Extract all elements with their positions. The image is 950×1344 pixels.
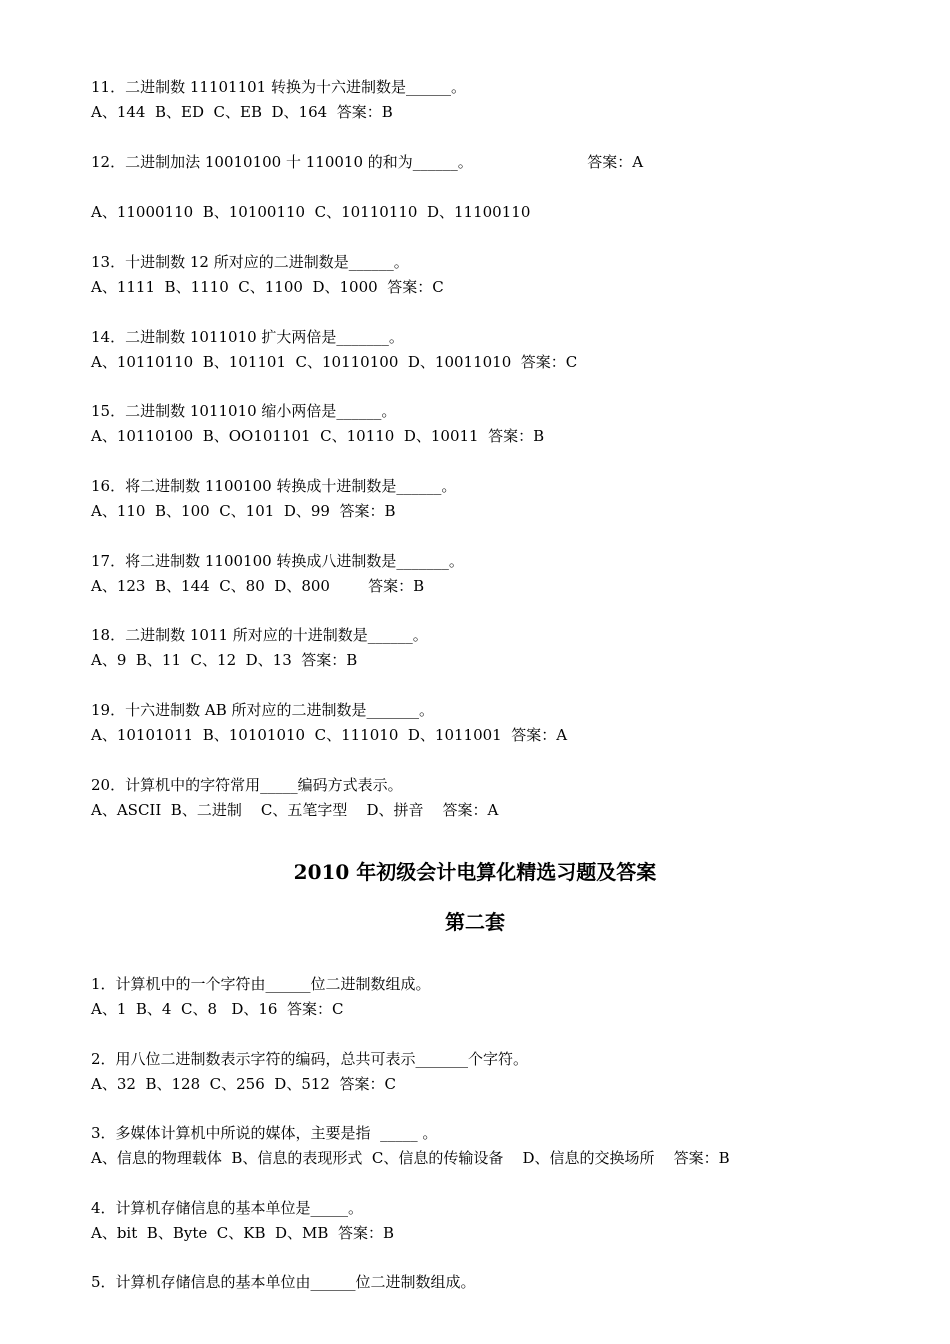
question-16: 16．将二进制数 1100100 转换成十进制数是______。	[91, 477, 457, 495]
question-14-options: A、10110110 B、101101 C、10110100 D、10011010 答案：C	[91, 353, 578, 371]
question-12-options: A、11000110 B、10100110 C、10110110 D、11100110	[91, 203, 531, 221]
question-15: 15．二进制数 1011010 缩小两倍是______。	[91, 402, 397, 420]
document-subtitle: 第二套	[445, 910, 505, 934]
question-11: 11．二进制数 11101101 转换为十六进制数是______。	[91, 78, 466, 96]
question-15-options: A、10110100 B、OO101101 C、10110 D、10011 答案：B	[91, 427, 545, 445]
question-5: 5．计算机存储信息的基本单位由______位二进制数组成。	[91, 1273, 476, 1291]
question-3-options: A、信息的物理载体 B、信息的表现形式 C、信息的传输设备 D、信息的交换场所 答案：B	[91, 1149, 730, 1167]
question-11-options: A、144 B、ED C、EB D、164 答案：B	[91, 103, 393, 121]
question-2-options: A、32 B、128 C、256 D、512 答案：C	[91, 1075, 396, 1093]
question-17-options: A、123 B、144 C、80 D、800 答案：B	[91, 577, 425, 595]
question-1: 1．计算机中的一个字符由______位二进制数组成。	[91, 975, 431, 993]
question-14: 14．二进制数 1011010 扩大两倍是_______。	[91, 328, 404, 346]
question-13-options: A、1111 B、1110 C、1100 D、1000 答案：C	[91, 278, 444, 296]
question-1-options: A、1 B、4 C、8 D、16 答案：C	[91, 1000, 344, 1018]
question-18-options: A、9 B、11 C、12 D、13 答案：B	[91, 651, 358, 669]
question-2: 2．用八位二进制数表示字符的编码，总共可表示_______个字符。	[91, 1050, 529, 1068]
question-20-options: A、ASCII B、二进制 C、五笔字型 D、拼音 答案：A	[91, 801, 499, 819]
question-4-options: A、bit B、Byte C、KB D、MB 答案：B	[91, 1224, 394, 1242]
question-18: 18．二进制数 1011 所对应的十进制数是______。	[91, 626, 428, 644]
question-13: 13．十进制数 12 所对应的二进制数是______。	[91, 253, 409, 271]
question-12: 12．二进制加法 10010100 十 110010 的和为______。 答案：A	[91, 153, 644, 171]
question-19: 19．十六进制数 AB 所对应的二进制数是_______。	[91, 701, 434, 719]
question-19-options: A、10101011 B、10101010 C、111010 D、1011001 答案：A	[91, 726, 568, 744]
document-title: 2010 年初级会计电算化精选习题及答案	[293, 860, 657, 884]
question-4: 4．计算机存储信息的基本单位是_____。	[91, 1199, 364, 1217]
question-16-options: A、110 B、100 C、101 D、99 答案：B	[91, 502, 396, 520]
question-17: 17．将二进制数 1100100 转换成八进制数是_______。	[91, 552, 464, 570]
question-3: 3．多媒体计算机中所说的媒体，主要是指 _____ 。	[91, 1124, 438, 1142]
question-20: 20．计算机中的字符常用_____编码方式表示。	[91, 776, 403, 794]
